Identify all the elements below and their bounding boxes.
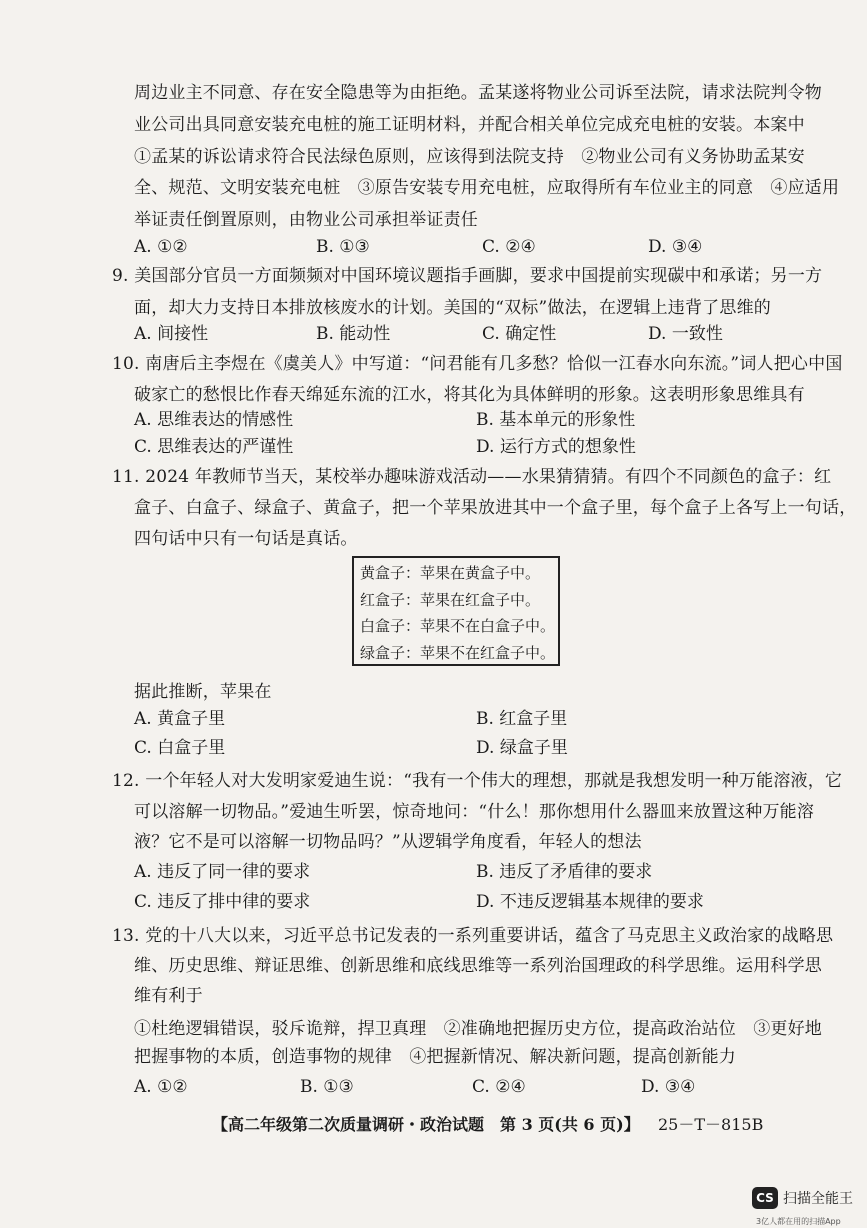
q8-option-b: B. ①③ [316, 237, 370, 257]
q9-line-1: 9. 美国部分官员一方面频频对中国环境议题指手画脚，要求中国提前实现碳中和承诺；另一方 [112, 266, 823, 286]
q8-line-3: ①孟某的诉讼请求符合民法绿色原则，应该得到法院支持 ②物业公司有义务协助孟某安 [134, 147, 805, 167]
q12-line-3: 液？它不是可以溶解一切物品吗？”从逻辑学角度看，年轻人的想法 [134, 832, 642, 852]
q12-line-2: 可以溶解一切物品。”爱迪生听罢，惊奇地问：“什么！那你想用什么器皿来放置这种万能溶 [134, 802, 815, 822]
q11-option-d: D. 绿盒子里 [476, 738, 568, 758]
q12-option-b: B. 违反了矛盾律的要求 [476, 862, 653, 882]
q10-option-a: A. 思维表达的情感性 [134, 410, 294, 430]
scanner-logo-icon: CS [752, 1187, 778, 1209]
q8-line-2: 业公司出具同意安装充电桩的施工证明材料，并配合相关单位完成充电桩的安装。本案中 [134, 115, 805, 135]
q13-option-d: D. ③④ [641, 1077, 696, 1097]
q11-line-1: 11. 2024 年教师节当天，某校举办趣味游戏活动——水果猜猜猜。有四个不同颜色的盒子：红 [112, 467, 832, 487]
q9-option-d: D. 一致性 [648, 324, 723, 344]
page-footer-code: 25－T－815B [658, 1115, 764, 1134]
q11-box-red: 红盒子：苹果在红盒子中。 [360, 590, 541, 609]
q13-line-1: 13. 党的十八大以来，习近平总书记发表的一系列重要讲话，蕴含了马克思主义政治家的战略思 [112, 926, 834, 946]
q13-line-5: 把握事物的本质，创造事物的规律 ④把握新情况、解决新问题，提高创新能力 [134, 1047, 736, 1067]
q13-line-4: ①杜绝逻辑错误，驳斥诡辩，捍卫真理 ②准确地把握历史方位，提高政治站位 ③更好地 [134, 1019, 822, 1039]
q11-option-a: A. 黄盒子里 [134, 709, 226, 729]
q8-line-4: 全、规范、文明安装充电桩 ③原告安装专用充电桩，应取得所有车位业主的同意 ④应适用 [134, 178, 840, 198]
q13-option-b: B. ①③ [300, 1077, 354, 1097]
q8-option-a: A. ①② [134, 237, 188, 257]
scanner-app-name: 扫描全能王 [783, 1191, 853, 1207]
q10-option-c: C. 思维表达的严谨性 [134, 437, 294, 457]
q11-statement-box [352, 556, 560, 666]
scanner-app-tagline: 3亿人都在用的扫描App [756, 1217, 841, 1226]
q13-option-c: C. ②④ [472, 1077, 526, 1097]
q11-line-3: 四句话中只有一句话是真话。 [134, 529, 358, 549]
scanner-watermark [752, 1181, 856, 1226]
q11-option-b: B. 红盒子里 [476, 709, 568, 729]
q11-line-2: 盒子、白盒子、绿盒子、黄盒子，把一个苹果放进其中一个盒子里，每个盒子上各写上一句话， [134, 498, 857, 518]
q8-line-5: 举证责任倒置原则，由物业公司承担举证责任 [134, 210, 478, 230]
q9-option-c: C. 确定性 [482, 324, 557, 344]
q10-line-1: 10. 南唐后主李煜在《虞美人》中写道：“问君能有几多愁？恰似一江春水向东流。”词人把心中国 [112, 354, 843, 374]
q11-prompt: 据此推断，苹果在 [134, 682, 272, 702]
q9-line-2: 面，却大力支持日本排放核废水的计划。美国的“双标”做法，在逻辑上违背了思维的 [134, 298, 771, 318]
q11-option-c: C. 白盒子里 [134, 738, 226, 758]
q11-box-yellow: 黄盒子：苹果在黄盒子中。 [360, 564, 541, 582]
q12-option-a: A. 违反了同一律的要求 [134, 862, 311, 882]
q11-box-green: 绿盒子：苹果不在红盒子中。 [360, 643, 556, 662]
q12-option-c: C. 违反了排中律的要求 [134, 892, 311, 912]
q11-box-white: 白盒子：苹果不在白盒子中。 [360, 617, 556, 635]
q9-option-a: A. 间接性 [134, 324, 209, 344]
q10-line-2: 破家亡的愁恨比作春天绵延东流的江水，将其化为具体鲜明的形象。这表明形象思维具有 [134, 385, 805, 405]
page-footer-title: 【高二年级第二次质量调研・政治试题 第 3 页(共 6 页)】 [212, 1115, 640, 1134]
q13-option-a: A. ①② [134, 1077, 188, 1097]
q12-line-1: 12. 一个年轻人对大发明家爱迪生说：“我有一个伟大的理想，那就是我想发明一种万能溶液，它 [112, 771, 843, 791]
q8-option-c: C. ②④ [482, 237, 536, 257]
q13-line-2: 维、历史思维、辩证思维、创新思维和底线思维等一系列治国理政的科学思维。运用科学思 [134, 956, 822, 976]
q10-option-d: D. 运行方式的想象性 [476, 437, 636, 457]
q10-option-b: B. 基本单元的形象性 [476, 410, 636, 430]
q9-option-b: B. 能动性 [316, 324, 391, 344]
q12-option-d: D. 不违反逻辑基本规律的要求 [476, 892, 704, 912]
q8-option-d: D. ③④ [648, 237, 703, 257]
q13-line-3: 维有利于 [134, 986, 203, 1006]
q8-line-1: 周边业主不同意、存在安全隐患等为由拒绝。孟某遂将物业公司诉至法院，请求法院判令物 [134, 83, 822, 103]
